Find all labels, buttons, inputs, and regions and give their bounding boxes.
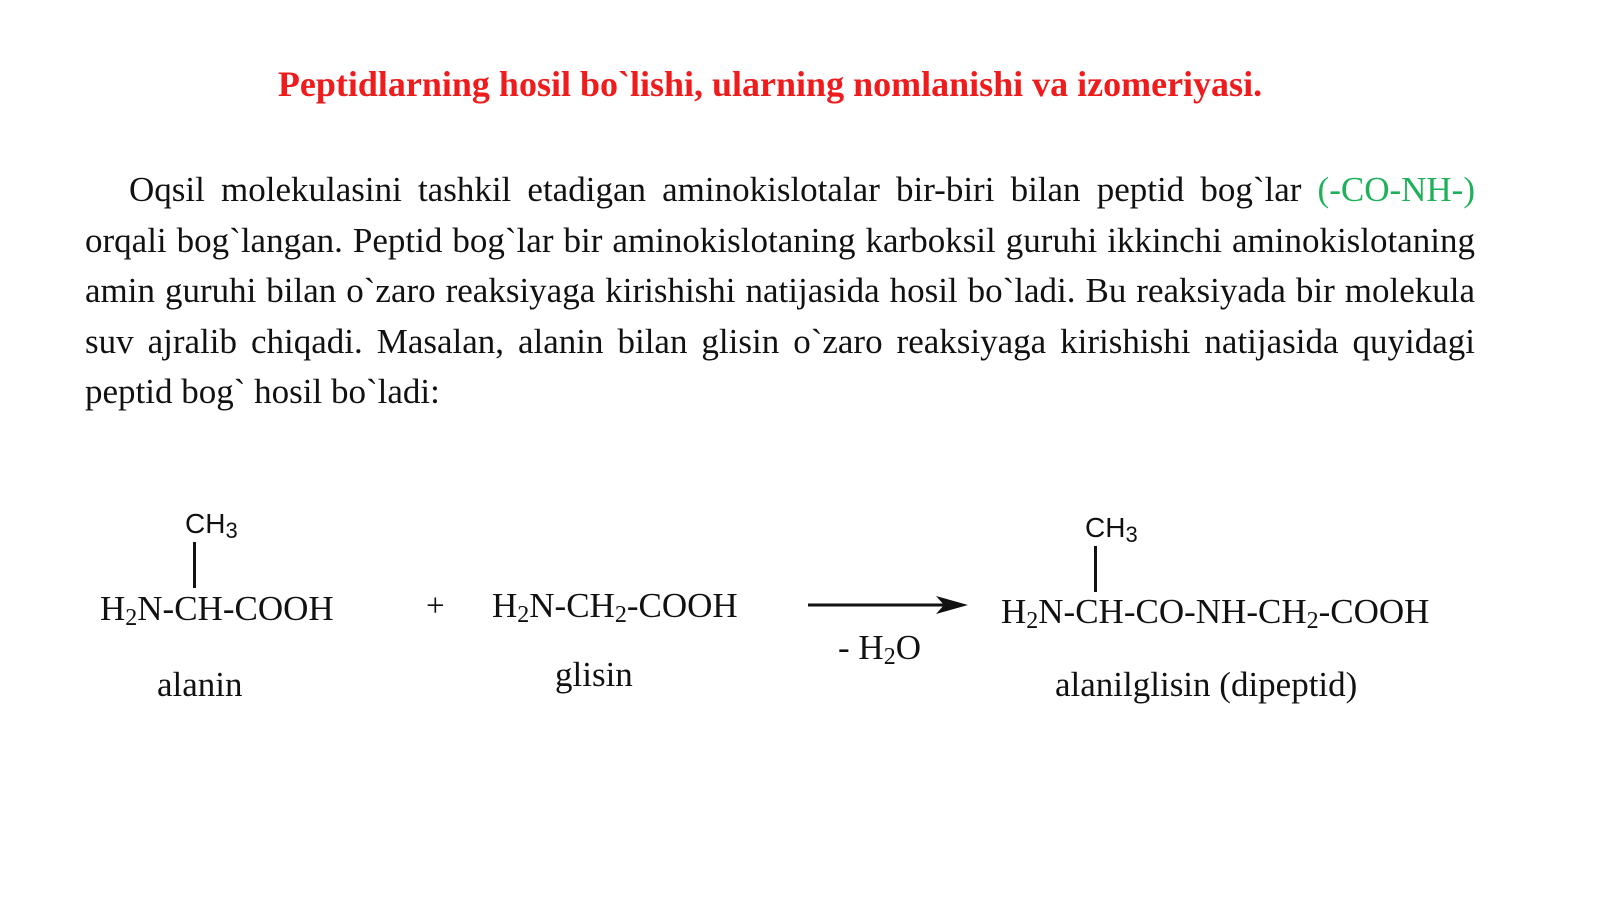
product-formula: $H_2N-CH-CO-NH-CH_2$-COOH: [1001, 592, 1430, 634]
product-bond-line: [1094, 546, 1097, 592]
product-methyl-group: $CH_3$: [1085, 512, 1138, 547]
alanin-formula: $H_2N-CH$-COOH: [100, 589, 334, 631]
product-name: alanilglisin (dipeptid): [1055, 665, 1358, 704]
slide-title: Peptidlarning hosil bo`lishi, ularning nomlanishi va izomeriyasi.: [277, 64, 1263, 104]
peptide-bond-highlight: (-CO-NH-): [1317, 170, 1475, 209]
body-paragraph: [85, 165, 1475, 418]
plus-sign: +: [426, 588, 445, 624]
alanin-bond-line: [193, 542, 196, 588]
glisin-name: glisin: [555, 655, 633, 694]
water-elimination-label: - $H_2O$: [838, 628, 921, 670]
reaction-arrow-icon: [808, 594, 970, 618]
paragraph-text-2: orqali bog`langan. Peptid bog`lar bir aminokislotaning karboksil guruhi ikkinchi aminokislotaning amin guruhi bilan o`zaro reaksiyaga kirishishi natijasida hosil bo`ladi. Bu reaksiyada bir molekula suv ajralib chiqadi. Masalan, alanin bilan glisin o`zaro reaksiyaga kirishishi natijasida quyidagi peptid bog` hosil bo`ladi:: [85, 220, 1475, 411]
alanin-name: alanin: [157, 665, 243, 704]
glisin-formula: $H_2N-CH_2$-COOH: [492, 586, 738, 628]
paragraph-text-1: Oqsil molekulasini tashkil etadigan aminokislotalar bir-biri bilan peptid bog`lar: [129, 170, 1318, 209]
alanin-methyl-group: $CH_3$: [185, 508, 238, 543]
